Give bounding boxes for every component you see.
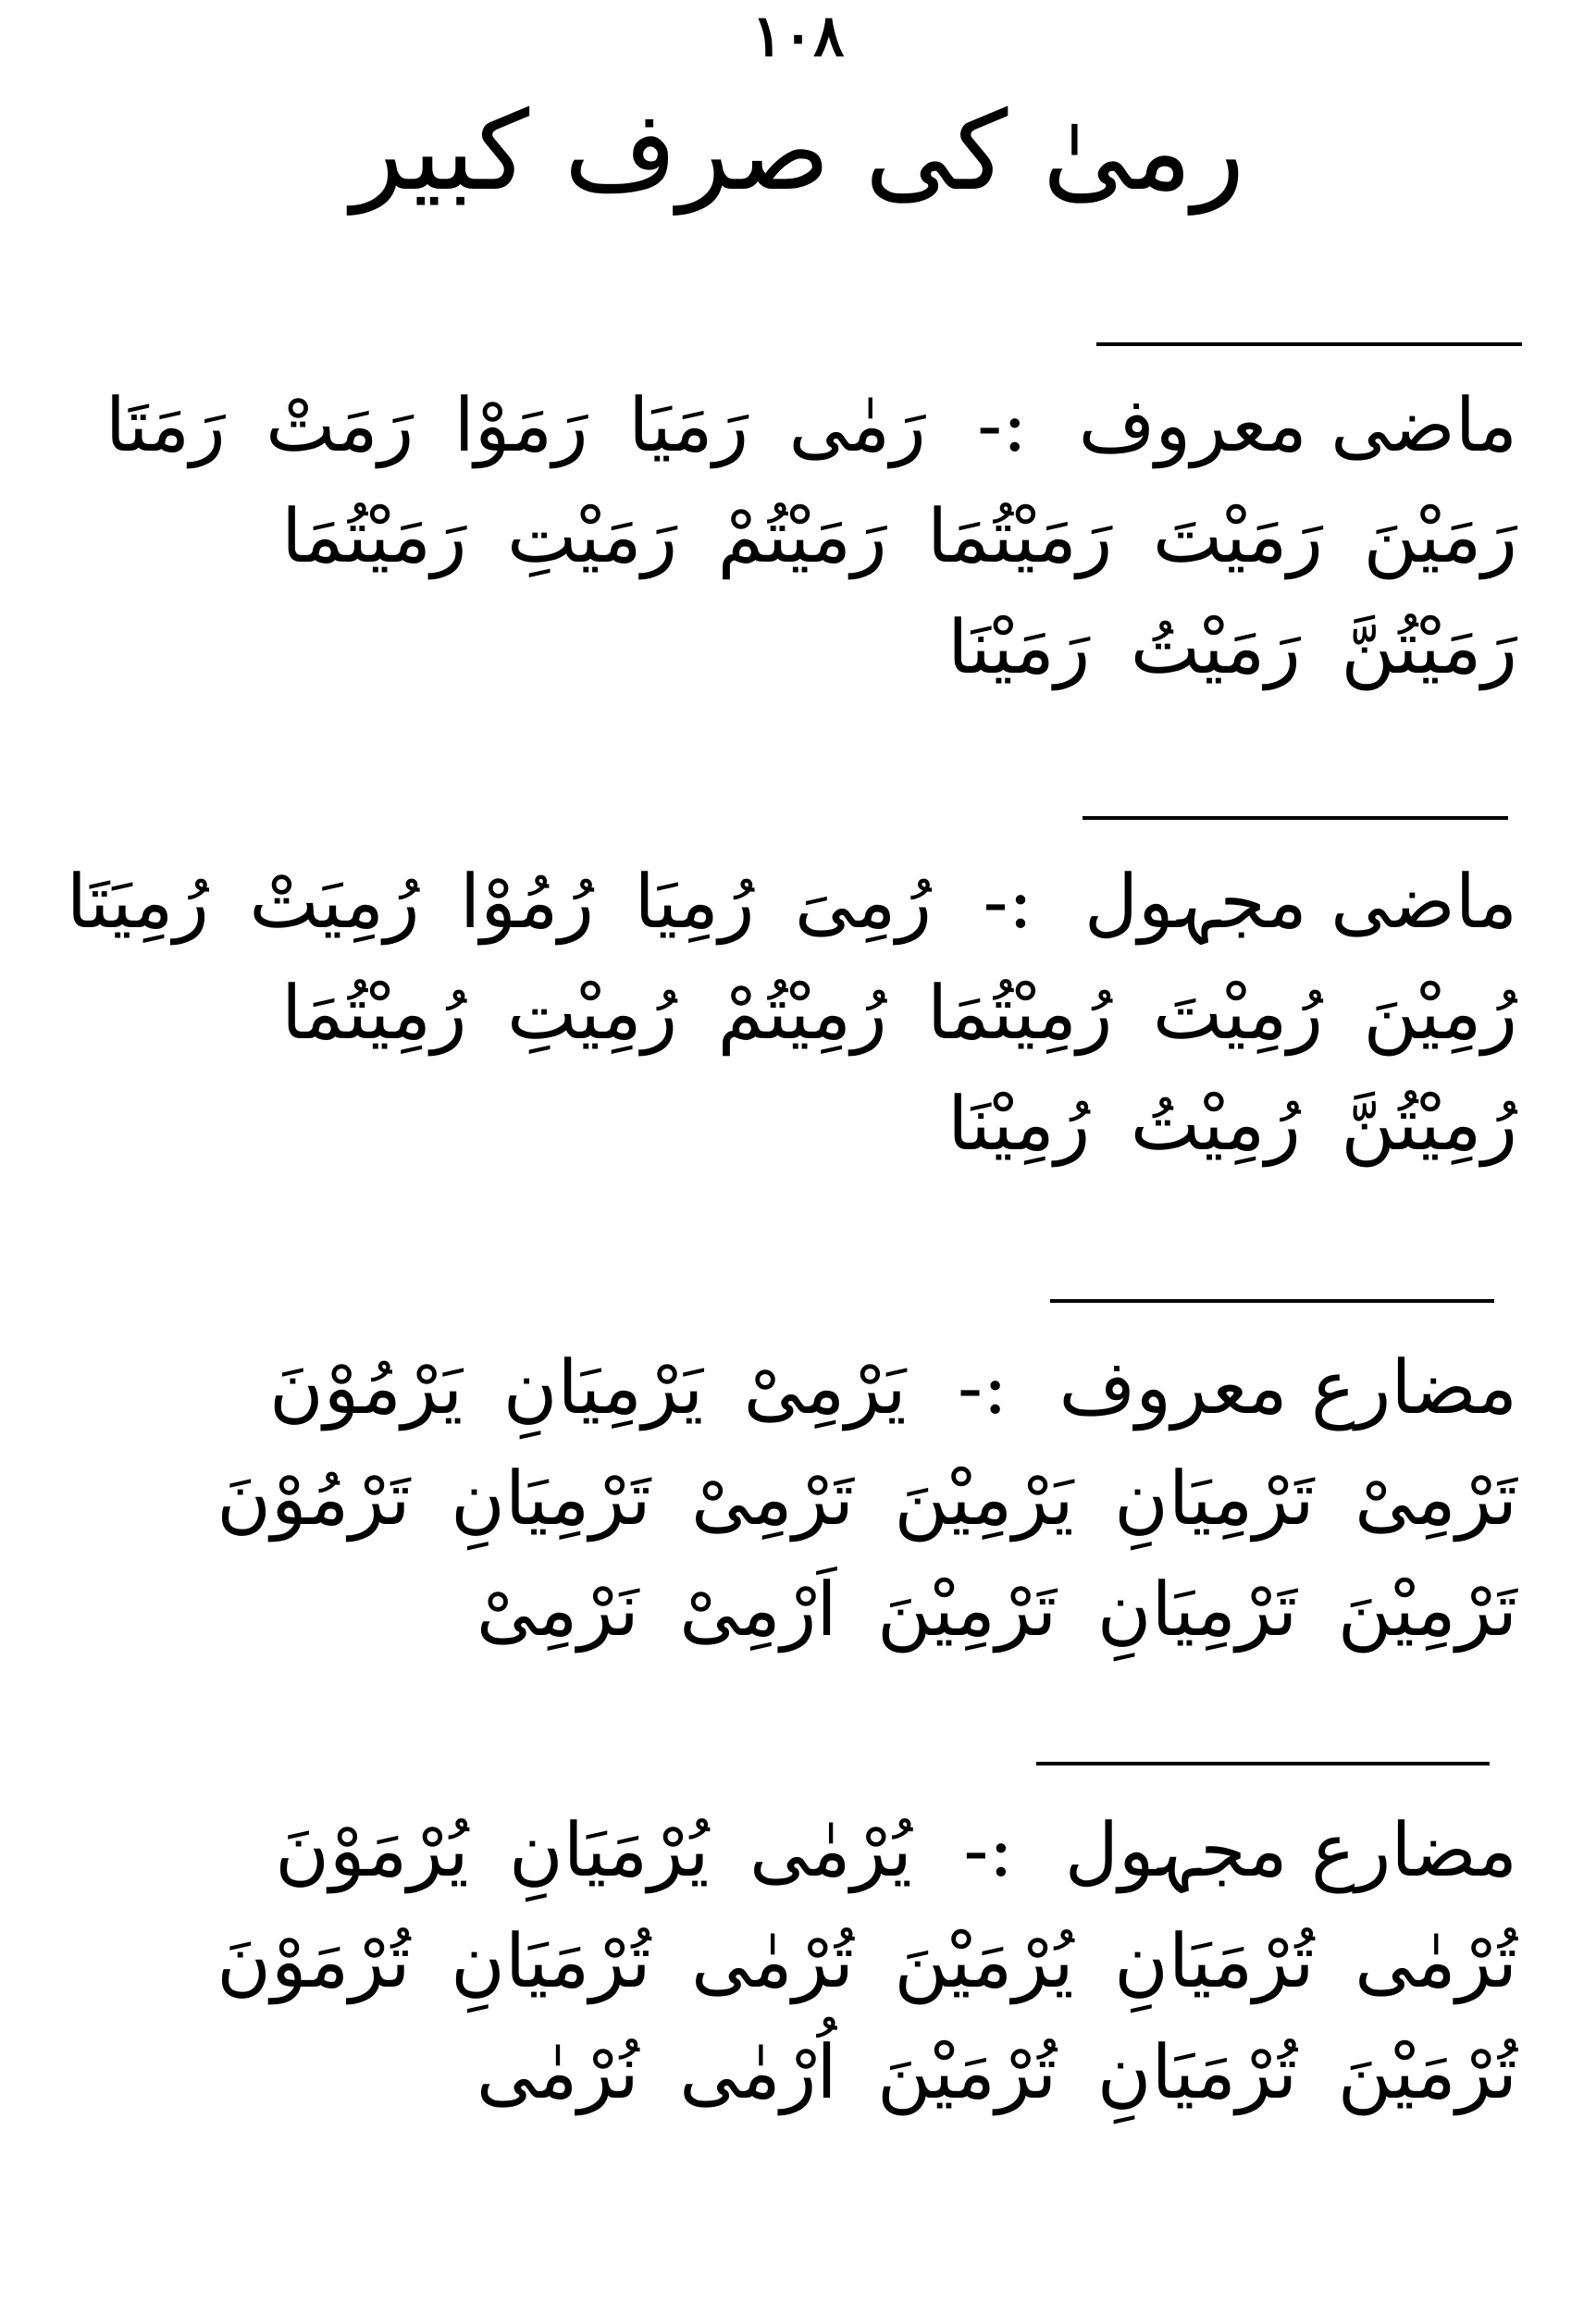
section-divider <box>1036 1762 1490 1765</box>
section-label: ماضی معروف <box>1078 382 1517 468</box>
section-separator: :- <box>983 859 1033 945</box>
conjugation-line: تُرْمَیْنَ تُرْمَیَانِ تُرْمَیْنَ اُرْمٰی نُرْمٰی <box>476 2029 1517 2115</box>
conjugation-line: تُرْمٰی تُرْمَیَانِ یُرْمَیْنَ تُرْمٰی تُرْمَیَانِ تُرْمَوْنَ <box>217 1918 1517 2004</box>
section-separator: :- <box>958 1344 1008 1431</box>
section-separator: :- <box>977 382 1028 468</box>
conjugation-line: رَمَیْتُنَّ رَمَیْتُ رَمَیْنَا <box>947 604 1517 690</box>
conjugation-line: یَرْمِیْ یَرْمِیَانِ یَرْمُوْنَ <box>268 1344 907 1431</box>
section-label: مضارع مجہول <box>1064 1807 1517 1893</box>
section-label: مضارع معروف <box>1058 1344 1517 1431</box>
conjugation-line: رَمٰی رَمَیَا رَمَوْا رَمَتْ رَمَتَا <box>105 382 926 468</box>
page-title: رمیٰ کی صرف کبیر <box>351 87 1245 215</box>
section-divider <box>1050 1299 1494 1303</box>
conjugation-line: رُمِیْتُنَّ رُمِیْتُ رُمِیْنَا <box>947 1081 1517 1167</box>
section-heading-line <box>93 375 1517 477</box>
section-divider <box>1096 342 1522 346</box>
section-separator: :- <box>963 1807 1014 1893</box>
conjugation-line: تَرْمِیْنَ تَرْمِیَانِ تَرْمِیْنَ اَرْمِیْ نَرْمِیْ <box>476 1567 1517 1653</box>
section-divider <box>1083 816 1508 820</box>
section-heading-line <box>93 1337 1517 1439</box>
conjugation-line: رُمِیْنَ رُمِیْتَ رُمِیْتُمَا رُمِیْتُمْ رُمِیْتِ رُمِیْتُمَا <box>281 970 1517 1056</box>
conjugation-line: رَمَیْنَ رَمَیْتَ رَمَیْتُمَا رَمَیْتُمْ رَمَیْتِ رَمَیْتُمَا <box>281 493 1517 579</box>
section-heading-line <box>93 1800 1517 1901</box>
section-heading-line <box>66 851 1517 953</box>
page-number: ١٠٨ <box>751 2 845 69</box>
conjugation-line: تَرْمِیْ تَرْمِیَانِ یَرْمِیْنَ تَرْمِیْ تَرْمِیَانِ تَرْمُوْنَ <box>217 1455 1517 1542</box>
conjugation-line: رُمِیَ رُمِیَا رُمُوْا رُمِیَتْ رُمِیَتَا <box>66 859 933 945</box>
conjugation-line: یُرْمٰی یُرْمَیَانِ یُرْمَوْنَ <box>275 1807 912 1893</box>
section-label: ماضی مجہول <box>1083 859 1517 945</box>
